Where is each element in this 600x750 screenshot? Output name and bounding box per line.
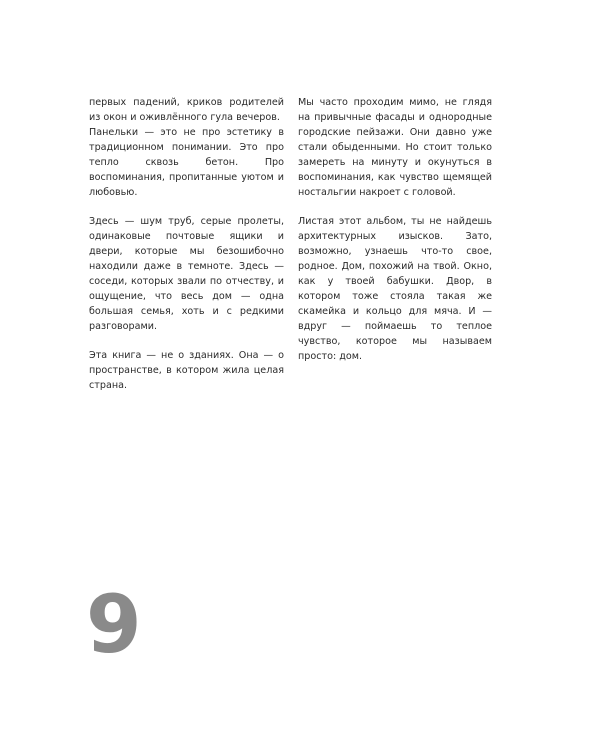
page-number: 9 <box>86 578 140 671</box>
paragraph: Здесь — шум труб, серые пролеты, одинаковые почтовые ящики и двери, которые мы безошибочно находили даже в темноте. Здесь — соседи, которых звали по отчеству, и ощущение, что весь дом — одна большая семья, хоть и с редкими разговорами. <box>89 216 284 332</box>
paragraph: Панельки — это не про эстетику в традиционном понимании. Это про тепло сквозь бетон. Про воспоминания, пропитанные уютом и любовью. <box>89 127 284 198</box>
right-text-column <box>298 95 492 378</box>
paragraph: первых падений, криков родителей из окон и оживлённого гула вечеров. <box>89 97 284 123</box>
paragraph: Листая этот альбом, ты не найдешь архитектурных изысков. Зато, возможно, узнаешь что-то свое, родное. Дом, похожий на твой. Окно, как у твоей бабушки. Двор, в котором тоже стояла такая же скамейка и кольцо для мяча. И — вдруг — поймаешь то теплое чувство, которое мы называем просто: дом. <box>298 216 492 362</box>
paragraph: Эта книга — не о зданиях. Она — о пространстве, в котором жила целая страна. <box>89 350 284 391</box>
paragraph: Мы часто проходим мимо, не глядя на привычные фасады и однородные городские пейзажи. Они давно уже стали обыденными. Но стоит только замереть на минуту и окунуться в воспоминания, как чувство щемящей ностальгии накроет с головой. <box>298 97 492 198</box>
left-text-column <box>89 95 284 407</box>
